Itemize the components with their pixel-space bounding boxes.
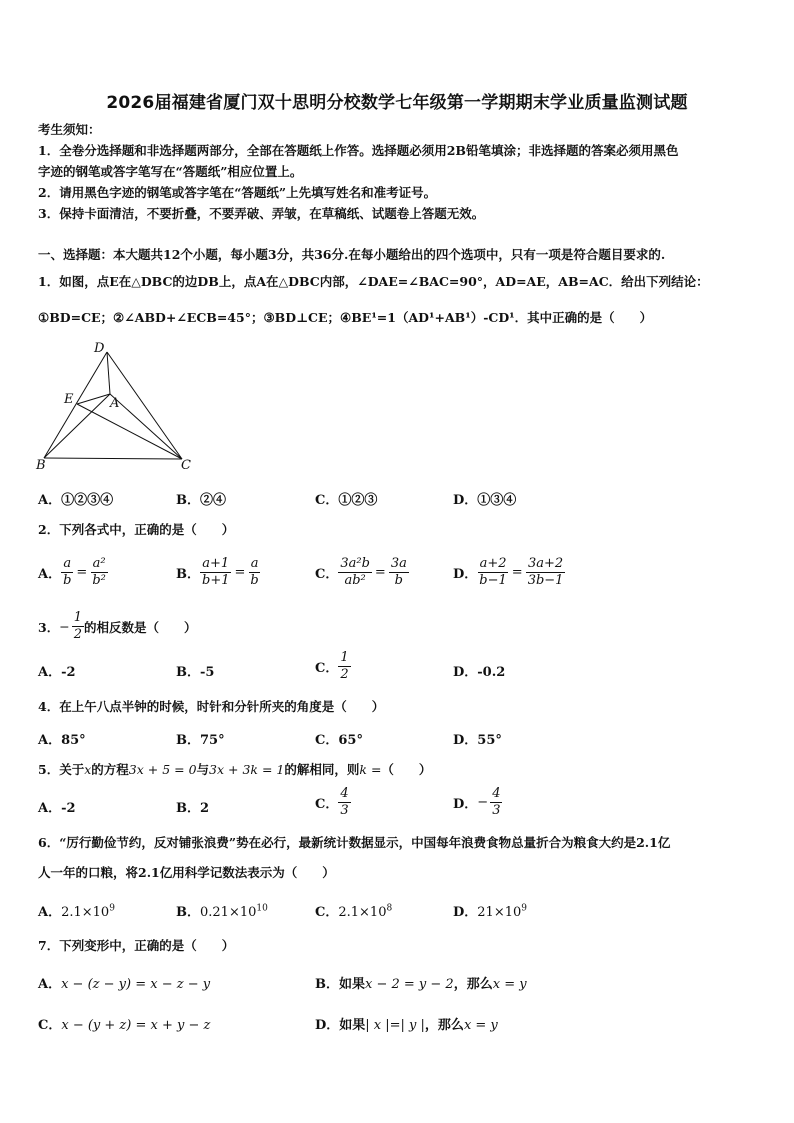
q7-option-a[interactable]: A．x − (z − y) = x − z − y [38,977,211,992]
q3-stem: 3． − $\frac{1}{2}$ 的相反数是（ ） [38,610,197,642]
q1-option-d[interactable]: D．①③④ [453,493,517,508]
q7-option-c[interactable]: C．x − (y + z) = x + y − z [38,1018,211,1033]
fraction: $\frac{a}{b}$ [63,556,72,588]
page-title: 2026届福建省厦门双十思明分校数学七年级第一学期期末学业质量监测试题 [106,93,688,113]
q6-stem-line2: 人一年的口粮，将2.1亿用科学记数法表示为（ ） [38,865,335,880]
notice-item-3: 3．保持卡面清洁，不要折叠，不要弄破、弄皱，在草稿纸、试题卷上答题无效。 [38,206,485,221]
q6-option-b[interactable]: B．$0.21\times 10^{10}$ [176,903,268,920]
notice-item-1: 1．全卷分选择题和非选择题两部分，全部在答题纸上作答。选择题必须用2B铅笔填涂；非选择题的答案必须用黑色 [38,143,679,158]
fraction: $\frac{\text{3a²b}}{\text{ab²}}$ [340,556,370,588]
fraction: $\frac{3a}{b}$ [390,556,407,588]
q4-option-c[interactable]: C．65° [315,733,363,748]
q1-option-b[interactable]: B．②④ [176,493,226,508]
fraction: $\frac{a}{b}$ [250,556,259,588]
q4-option-d[interactable]: D．55° [453,733,502,748]
q6-stem-line1: 6．“厉行勤俭节约，反对铺张浪费”势在必行，最新统计数据显示，中国每年浪费食物总量折合为粮食大约是2.1亿 [38,835,671,850]
q3-option-d[interactable]: D．-0.2 [453,665,506,680]
fraction: $\frac{4}{3}$ [492,786,501,818]
q3-option-b[interactable]: B．-5 [176,665,215,680]
q1-stem-line2: ①BD=CE；②∠ABD+∠ECB=45°；③BD⊥CE；④BE¹=1（AD¹+AB¹）-CD¹．其中正确的是（ ） [38,310,653,325]
q1-triangle-figure [30,338,210,473]
edge-da [107,352,110,394]
q5-option-c[interactable]: C． $\frac{4}{3}$ [315,786,349,818]
q4-option-a[interactable]: A．85° [38,733,86,748]
fraction: $\frac{a+1}{b+1}$ [202,556,230,588]
fraction: $\frac{4}{3}$ [340,786,349,818]
option-letter: D． [453,567,478,582]
label-a: A [110,396,120,411]
label-d: D [94,341,105,356]
label-b: B [36,458,46,473]
q5-option-d[interactable]: D． − $\frac{4}{3}$ [453,786,501,818]
q3-option-a[interactable]: A．-2 [38,665,76,680]
q7-option-d[interactable]: D．如果| x |=| y |，那么x = y [315,1018,498,1033]
fraction: $\frac{3a+2}{3b-1}$ [527,556,564,588]
q1-option-a[interactable]: A．①②③④ [38,493,114,508]
fraction: $\frac{1}{2}$ [73,610,82,642]
q2-option-a[interactable]: A． $\frac{a}{b}$ = $\frac{\text{a²}}{\text{b²}}$ [38,556,106,588]
q4-stem: 4．在上午八点半钟的时候，时针和分针所夹的角度是（ ） [38,699,385,714]
q1-stem-line1: 1．如图，点E在△DBC的边DB上，点A在△DBC内部，∠DAE=∠BAC=90°，AD=AE，AB=AC．给出下列结论： [38,274,709,289]
label-e: E [64,392,74,407]
q4-option-b[interactable]: B．75° [176,733,225,748]
fraction: $\frac{\text{a²}}{\text{b²}}$ [92,556,106,588]
q7-stem: 7．下列变形中，正确的是（ ） [38,938,235,953]
q5-stem: 5．关于x的方程3x + 5 = 0与3x + 3k = 1的解相同，则k =（ ） [38,762,432,777]
edge-bc [44,458,182,459]
q3-option-c[interactable]: C． $\frac{1}{2}$ [315,650,349,682]
q2-option-d[interactable]: D． $\frac{a+2}{b-1}$ = $\frac{3a+2}{3b-1}$ [453,556,564,588]
option-letter: B． [176,567,200,582]
q7-option-b[interactable]: B．如果x − 2 = y − 2，那么x = y [315,977,527,992]
q1-option-c[interactable]: C．①②③ [315,493,378,508]
edge-db [44,352,107,458]
notice-item-1-cont: 字迹的钢笔或答字笔写在“答题纸”相应位置上。 [38,164,303,179]
q6-option-d[interactable]: D．$21\times 10^9$ [453,903,527,920]
q6-option-c[interactable]: C．$2.1\times 10^8$ [315,903,393,920]
q2-option-b[interactable]: B． $\frac{a+1}{b+1}$ = $\frac{a}{b}$ [176,556,259,588]
q2-stem: 2．下列各式中，正确的是（ ） [38,522,235,537]
fraction: $\frac{1}{2}$ [340,650,349,682]
q5-option-b[interactable]: B．2 [176,801,210,816]
option-letter: C． [315,567,339,582]
notice-heading: 考生须知： [38,122,101,137]
option-letter: A． [38,567,62,582]
q5-option-a[interactable]: A．-2 [38,801,76,816]
fraction: $\frac{a+2}{b-1}$ [479,556,507,588]
q6-option-a[interactable]: A．$2.1\times 10^9$ [38,903,115,920]
section-heading: 一、选择题：本大题共12个小题，每小题3分，共36分.在每小题给出的四个选项中，只有一项是符合题目要求的. [38,247,666,262]
q2-option-c[interactable]: C． $\frac{\text{3a²b}}{\text{ab²}}$ = $\frac{3a}{b}$ [315,556,407,588]
notice-item-2: 2．请用黑色字迹的钢笔或答字笔在“答题纸”上先填写姓名和准考证号。 [38,185,437,200]
label-c: C [181,458,191,473]
